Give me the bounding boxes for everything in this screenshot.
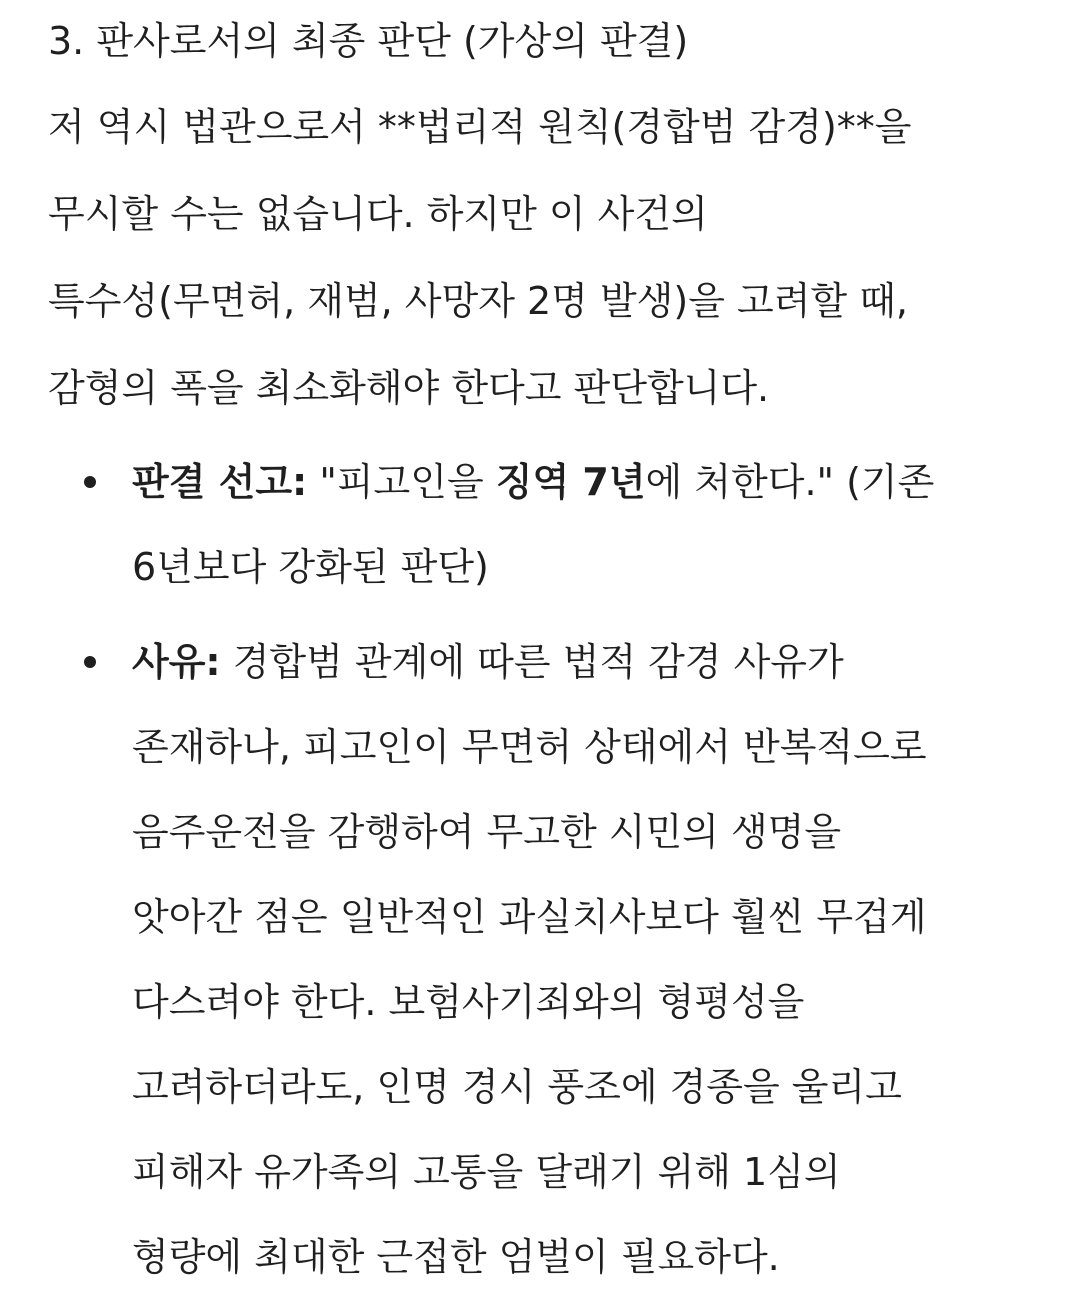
intro-paragraph <box>48 82 1038 432</box>
bullet-line: 다스려야 한다. 보험사기죄와의 형평성을 <box>132 980 805 1024</box>
bullet-line: 앗아간 점은 일반적인 과실치사보다 훨씬 무겁게 <box>132 895 927 939</box>
bullet-line: 형량에 최대한 근접한 엄벌이 필요하다. <box>132 1235 780 1279</box>
bullet-text: "피고인을 <box>307 460 496 504</box>
bullet-list <box>48 440 1038 1300</box>
bullet-text: 경합범 관계에 따른 법적 감경 사유가 <box>220 640 844 684</box>
bullet-first-line <box>132 620 1038 705</box>
paragraph-line: 감형의 폭을 최소화해야 한다고 판단합니다. <box>48 366 770 410</box>
paragraph-line: 저 역시 법관으로서 **법리적 원칙(경합범 감경)**을 <box>48 105 912 149</box>
bullet-label: 사유: <box>132 640 221 684</box>
bullet-first-line <box>132 440 1038 525</box>
bullet-line: 음주운전을 감행하여 무고한 시민의 생명을 <box>132 810 842 854</box>
bullet-line: 피해자 유가족의 고통을 달래기 위해 1심의 <box>132 1150 841 1194</box>
list-item-verdict <box>48 440 1038 610</box>
paragraph-line: 무시할 수는 없습니다. 하지만 이 사건의 <box>48 192 708 236</box>
list-item-reason <box>48 620 1038 1300</box>
paragraph-line: 특수성(무면허, 재범, 사망자 2명 발생)을 고려할 때, <box>48 279 908 323</box>
document-body <box>48 0 1038 1300</box>
bullet-emphasis: 징역 7년 <box>495 460 646 504</box>
bullet-line: 존재하나, 피고인이 무면허 상태에서 반복적으로 <box>132 725 927 769</box>
section-heading: 3. 판사로서의 최종 판단 (가상의 판결) <box>48 19 689 63</box>
bullet-label: 판결 선고: <box>132 460 308 504</box>
bullet-dot-icon <box>84 476 96 488</box>
bullet-line: 6년보다 강화된 판단) <box>132 545 489 589</box>
bullet-text: 에 처한다." (기존 <box>645 460 935 504</box>
bullet-line: 고려하더라도, 인명 경시 풍조에 경종을 울리고 <box>132 1065 902 1109</box>
bullet-dot-icon <box>84 656 96 668</box>
